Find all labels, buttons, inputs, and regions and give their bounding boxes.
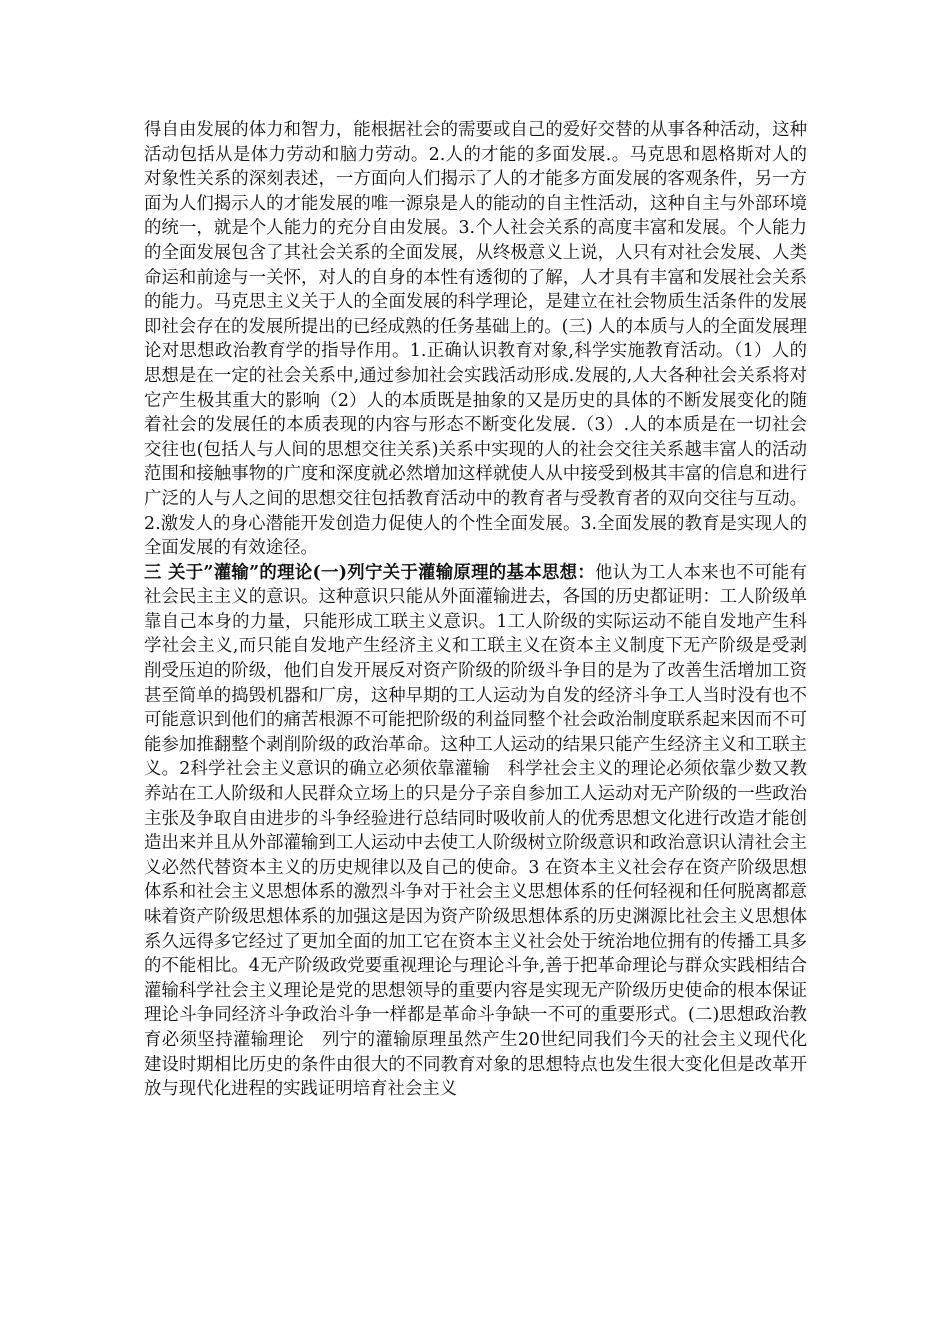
paragraph-continuation: 得自由发展的体力和智力，能根据社会的需要或自己的爱好交替的从事各种活动，这种活动包括从是体力劳动和脑力劳动。2.人的才能的多面发展.。马克思和恩格斯对人的对象性关系的深刻表述，一方面向人们揭示了人的才能多方面发展的客观条件，另一方面为人们揭示人的才能发展的唯一源泉是人的能动的自主性活动，这种自主与外部环境的统一，就是个人能力的充分自由发展。3.个人社会关系的高度丰富和发展。个人能力的全面发展包含了其社会关系的全面发展，从终极意义上说，人只有对社会发展、人类命运和前途与一关怀，对人的自身的本性有透彻的了解，人才具有丰富和发展社会关系的能力。马克思主义关于人的全面发展的科学理论，是建立在社会物质生活条件的发展即社会存在的发展所提出的已经成熟的任务基础上的。(三) 人的本质与人的全面发展理论对思想政治教育学的指导作用。1.正确认识教育对象,科学实施教育活动。（1）人的思想是在一定的社会关系中,通过参加社会实践活动形成.发展的,人大各种社会关系将对它产生极其重大的影响（2）人的本质既是抽象的又是历史的具体的不断发展变化的随着社会的发展任的本质表现的内容与形态不断变化发展.（3）.人的本质是在一切社会交往也(包括人与人间的思想交往关系)关系中实现的人的社会交往关系越丰富人的活动范围和接触事物的广度和深度就必然增加这样就使人从中接受到极其丰富的信息和进行广泛的人与人之间的思想交往包括教育活动中的教育者与受教育者的双向交往与互动。2.激发人的身心潜能开发创造力促使人的个性全面发展。3.全面发展的教育是实现人的全面发展的有效途径。 — [144, 120, 807, 559]
section-body-text: 他认为工人本来也不可能有社会民主主义的意识。这种意识只能从外面灌输进去，各国的历史都证明：工人阶级单靠自己本身的力量，只能形成工联主义意识。1工人阶级的实际运动不能自发地产生科学社会主义,而只能自发地产生经济主义和工联主义在资本主义制度下无产阶级是受剥削受压迫的阶级，他们自发开展反对资产阶级的阶级斗争目的是为了改善生活增加工资甚至简单的捣毁机器和厂房，这种早期的工人运动为自发的经济斗争工人当时没有也不可能意识到他们的痛苦根源不可能把阶级的利益同整个社会政治制度联系起来因而不可能参加推翻整个剥削阶级的政治革命。这种工人运动的结果只能产生经济主义和工联主义。2科学社会主义意识的确立必须依靠灌输 科学社会主义的理论必须依靠少数又教养站在工人阶级和人民群众立场上的只是分子亲自参加工人运动对无产阶级的一些政治主张及争取自由进步的斗争经验进行总结同时吸收前人的优秀思想文化进行改造才能创造出来并且从外部灌输到工人运动中去使工人阶级树立阶级意识和政治意识认清社会主义必然代替资本主义的历史规律以及自己的使命。3 在资本主义社会存在资产阶级思想体系和社会主义思想体系的激烈斗争对于社会主义思想体系的任何轻视和任何脱离都意味着资产阶级思想体系的加强这是因为资产阶级思想体系的历史渊源比社会主义思想体系久远得多它经过了更加全面的加工它在资本主义社会处于统治地位拥有的传播工具多的不能相比。4无产阶级政党要重视理论与理论斗争,善于把革命理论与群众实践相结合灌输科学社会主义理论是党的思想领导的重要内容是实现无产阶级历史使命的根本保证理论斗争同经济斗争政治斗争一样都是革命斗争缺一不可的重要形式。(二)思想政治教育必须坚持灌输理论 列宁的灌输原理虽然产生20世纪同我们今天的社会主义现代化建设时期相比历史的条件由很大的不同教育对象的思想特点也发生很大变化但是改革开放与现代化进程的实践证明培育社会主义 — [144, 562, 807, 1100]
section-heading: 三 关于”灌输”的理论(一)列宁关于灌输原理的基本思想： — [144, 562, 595, 583]
body-text — [144, 118, 807, 1102]
section-paragraph — [144, 561, 807, 1102]
